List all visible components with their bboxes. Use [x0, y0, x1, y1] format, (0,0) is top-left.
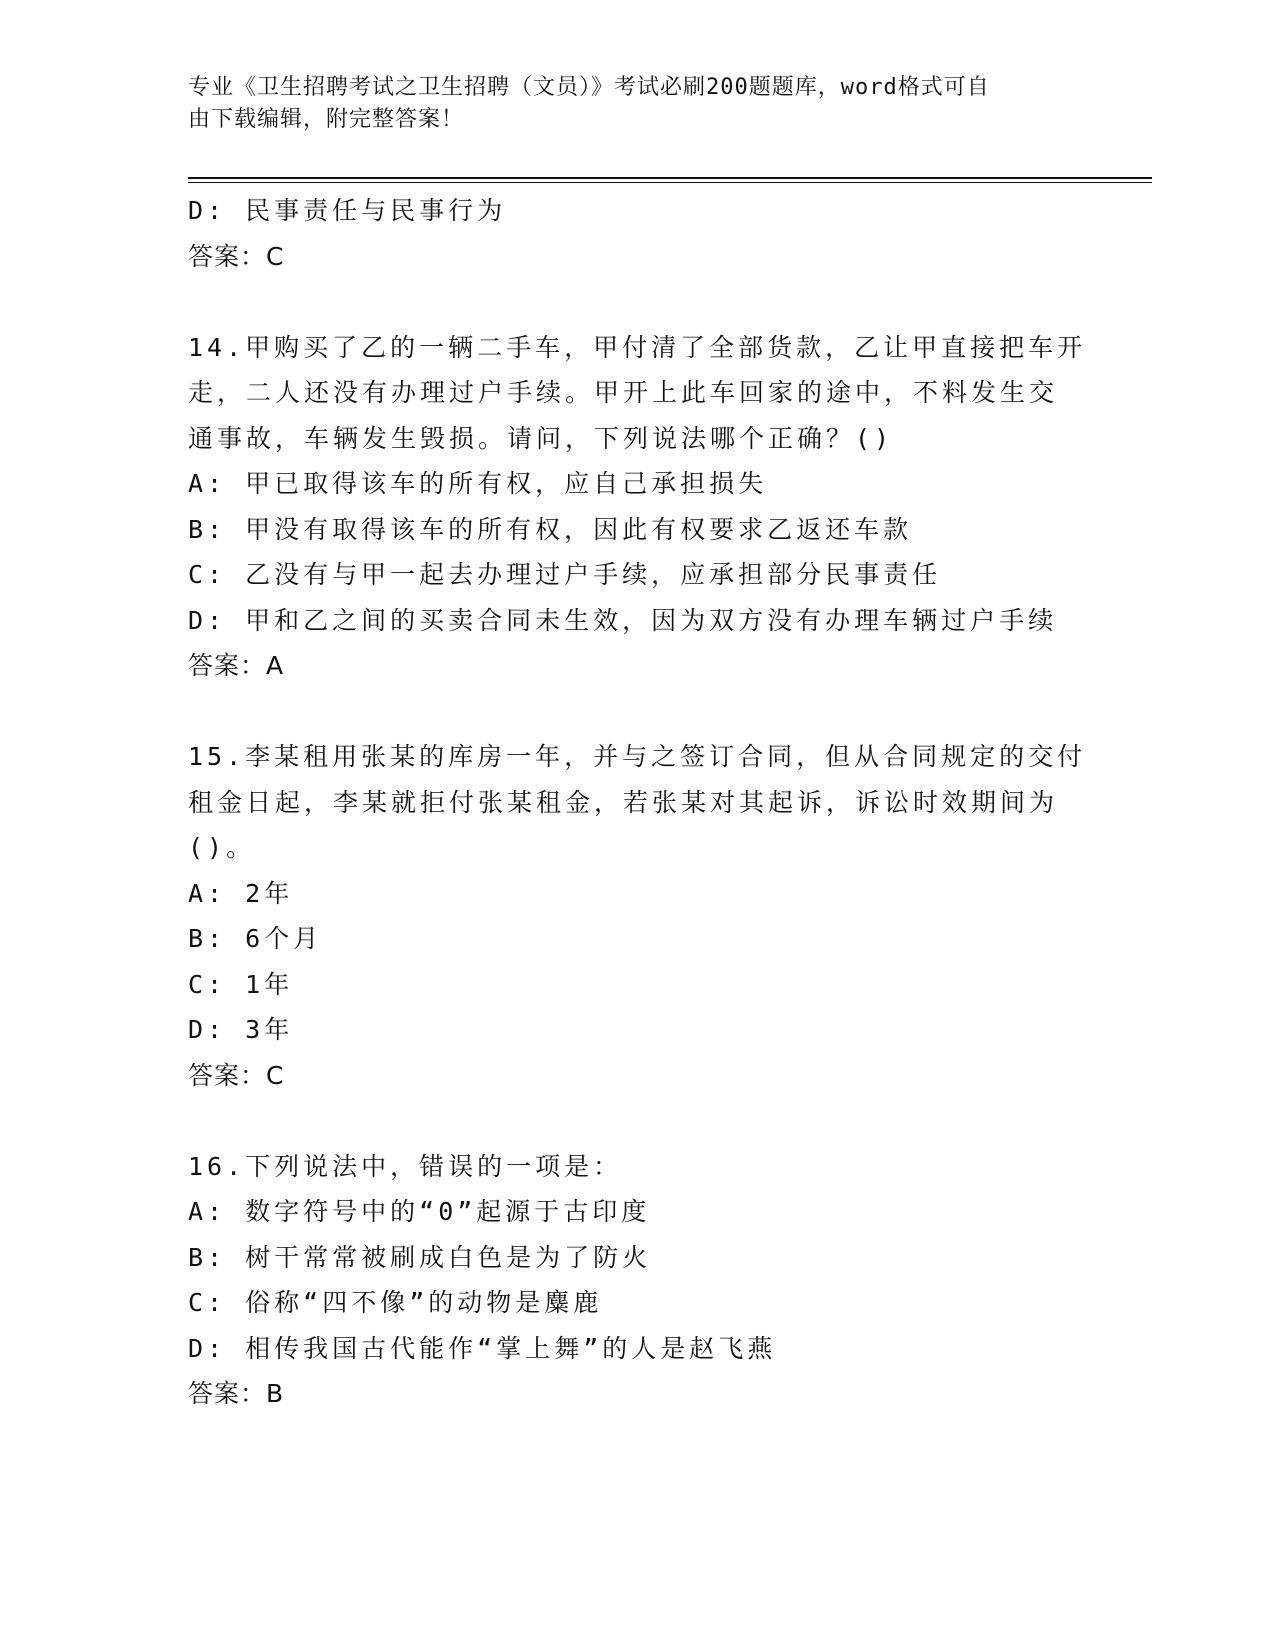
question-text-line: 16.下列说法中，错误的一项是： [188, 1151, 623, 1181]
spacer [188, 689, 1088, 735]
option-c: C: 乙没有与甲一起去办理过户手续，应承担部分民事责任 [188, 560, 942, 589]
answer-line: 答案：B [188, 1379, 285, 1408]
header-line-2: 由下载编辑，附完整答案！ [188, 107, 465, 132]
question-14 [188, 325, 1088, 689]
option-d: D: 相传我国古代能作“掌上舞”的人是赵飞燕 [188, 1333, 777, 1363]
option-a: A: 甲已取得该车的所有权，应自己承担损失 [188, 469, 768, 498]
option-d: D: 民事责任与民事行为 [188, 196, 507, 225]
option-b: B: 6个月 [188, 924, 323, 953]
answer-line: 答案：A [188, 651, 285, 680]
question-16 [188, 1144, 1088, 1417]
option-b: B: 甲没有取得该车的所有权，因此有权要求乙返还车款 [188, 514, 913, 544]
option-c: C: 1年 [188, 969, 294, 999]
question-text-line: 14.甲购买了乙的一辆二手车，甲付清了全部货款，乙让甲直接把车开 [188, 332, 1087, 362]
header-line-1: 专业《卫生招聘考试之卫生招聘（文员）》考试必刷200题题库，word格式可自 [188, 75, 990, 100]
question-text-line: 通事故，车辆发生毁损。请问，下列说法哪个正确？() [188, 423, 894, 453]
header-divider-thin [188, 182, 1152, 183]
question-text-line: 租金日起，李某就拒付张某租金，若张某对其起诉，诉讼时效期间为 [188, 787, 1059, 817]
option-d: D: 3年 [188, 1015, 294, 1044]
spacer [188, 279, 1088, 325]
question-content [188, 188, 1088, 1417]
answer-line: 答案：C [188, 1060, 285, 1090]
continued-question [188, 188, 1088, 279]
question-text-line: 15.李某租用张某的库房一年，并与之签订合同，但从合同规定的交付 [188, 742, 1087, 771]
spacer [188, 1098, 1088, 1144]
option-a: A: 数字符号中的“0”起源于古印度 [188, 1197, 651, 1226]
option-d: D: 甲和乙之间的买卖合同未生效，因为双方没有办理车辆过户手续 [188, 605, 1058, 635]
document-header [188, 72, 1068, 136]
answer-line: 答案：C [188, 241, 285, 271]
option-c: C: 俗称“四不像”的动物是麋鹿 [188, 1288, 603, 1317]
question-text-line: ()。 [188, 833, 256, 862]
option-a: A: 2年 [188, 878, 294, 908]
question-text-line: 走，二人还没有办理过户手续。甲开上此车回家的途中，不料发生交 [188, 378, 1059, 407]
question-15 [188, 734, 1088, 1098]
option-b: B: 树干常常被刷成白色是为了防火 [188, 1242, 652, 1272]
header-divider-thick [188, 177, 1152, 179]
